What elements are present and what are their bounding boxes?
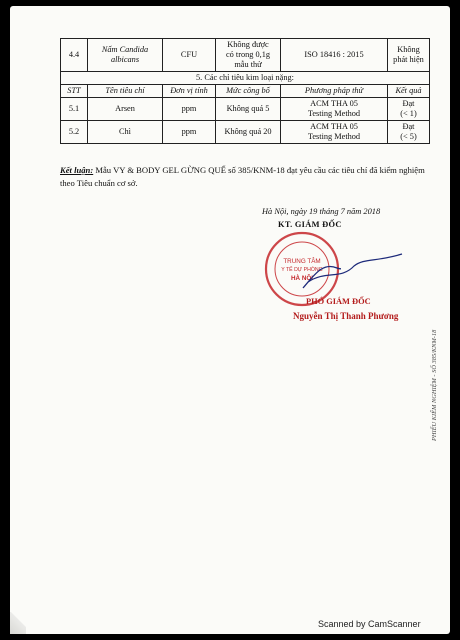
method-cell [281,120,388,143]
limit-cell: Không quá 20 [216,120,281,143]
method-line: ACM THA 05 [310,121,358,131]
result-line: (< 5) [400,131,417,141]
method-line: ACM THA 05 [310,98,358,108]
method-line: Testing Method [307,131,361,141]
header-method: Phương pháp thử [281,84,388,97]
result-cell [388,39,430,72]
criterion-cell [88,39,163,72]
stt-cell: 5.2 [61,120,88,143]
table-row [61,39,430,72]
result-line: Đạt [402,121,415,131]
unit-cell: ppm [163,97,216,120]
criterion-cell: Arsen [88,97,163,120]
stamp-line: TRUNG TÂM [283,258,321,265]
limit-cell: Không quá 5 [216,97,281,120]
header-unit: Đơn vị tính [163,84,216,97]
vertical-side-text: PHIẾU KIỂM NGHIỆM - SỐ 385/KNM-18 [431,329,438,441]
result-line: Không [397,44,420,54]
criterion-line: albicans [110,54,140,64]
signature-stroke [306,252,406,292]
stamp-line: HÀ NỘI [290,275,314,282]
conclusion-label: Kết luận: [60,165,94,175]
signer-name: Nguyễn Thị Thanh Phương [293,311,399,321]
method-cell [281,97,388,120]
header-result: Kết quả [388,84,430,97]
result-line: Đạt [402,98,415,108]
result-line: phát hiện [393,54,424,64]
header-limit: Mức công bố [216,84,281,97]
header-name: Tên tiêu chí [88,84,163,97]
table-row [61,120,430,143]
stt-cell: 4.4 [61,39,88,72]
document-page [10,6,450,634]
limit-line: mẫu thử [234,59,262,69]
result-cell [388,120,430,143]
method-cell: ISO 18416 : 2015 [281,39,388,72]
criterion-line: Nấm Candida [101,44,149,54]
scanner-footer: Scanned by CamScanner [318,619,421,629]
header-row [61,84,430,97]
conclusion-text: Mẫu VY & BODY GEL GỪNG QUẾ số 385/KNM-18 đạt yêu cầu các tiêu chí đã kiểm nghiệm theo Tiêu chuẩn cơ sở. [60,165,425,189]
director-title: KT. GIÁM ĐỐC [278,220,342,229]
section-row [61,71,430,84]
limit-line: có trong 0,1g [225,49,270,59]
header-stt: STT [61,84,88,97]
section-heading: 5. Các chỉ tiêu kim loại nặng: [61,71,430,84]
results-table [60,38,430,144]
result-cell [388,97,430,120]
vice-director-title: PHÓ GIÁM ĐỐC [306,297,371,306]
criterion-cell: Chì [88,120,163,143]
table-row [61,97,430,120]
method-line: Testing Method [307,108,361,118]
unit-cell: ppm [163,120,216,143]
stamp-line: Y TẾ DỰ PHÒNG [281,267,323,273]
result-line: (< 1) [400,108,417,118]
conclusion-paragraph [60,164,430,191]
limit-cell [216,39,281,72]
limit-line: Không được [227,40,269,49]
unit-cell: CFU [163,39,216,72]
stt-cell: 5.1 [61,97,88,120]
place-date: Hà Nội, ngày 19 tháng 7 năm 2018 [262,207,381,216]
page-curl [10,612,26,634]
